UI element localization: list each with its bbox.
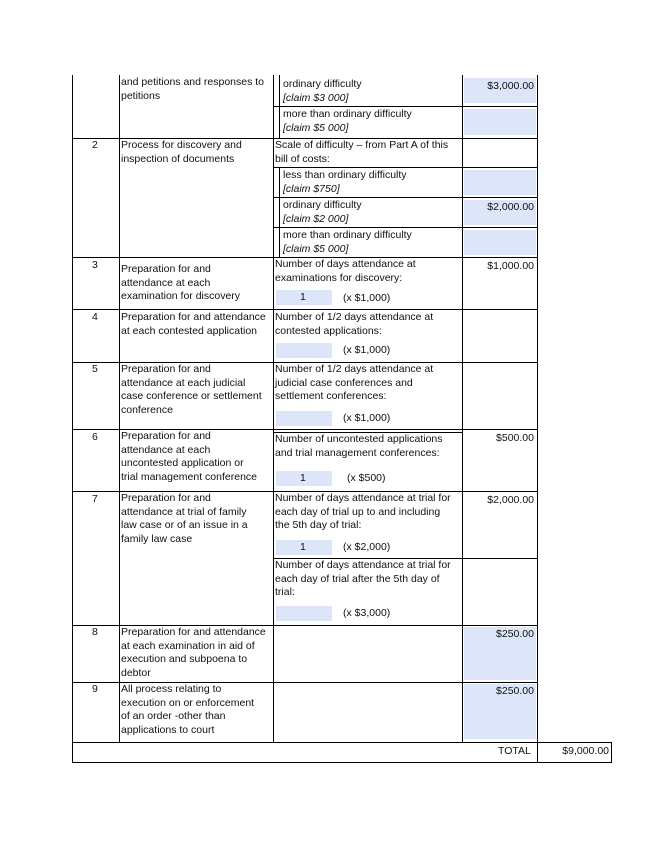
row-description: All process relating to execution on or enforcement of an order -other than applications to court	[121, 683, 255, 736]
quantity-field[interactable]	[276, 343, 332, 358]
row-description: and petitions and responses to petitions	[121, 76, 265, 102]
measure-text: Number of days attendance at examinations for discovery:	[275, 258, 416, 284]
option-claim: [claim $5 000]	[283, 122, 349, 134]
row-description: Preparation for and attendance at each judicial case conference or settlement conference	[121, 363, 262, 416]
row-description: Preparation for and attendance at each uncontested application or trial management conference	[121, 430, 257, 483]
scale-text: Scale of difficulty – from Part A of this bill of costs:	[275, 139, 449, 165]
row-line	[72, 309, 538, 310]
measure-text: Number of days attendance at trial for each day of trial after the 5th day of trial:	[275, 559, 451, 598]
col-divider-measure	[462, 75, 463, 742]
amount-field[interactable]	[464, 230, 536, 255]
measure-text: Number of 1/2 days attendance at contested applications:	[275, 311, 434, 337]
row-number: 5	[92, 363, 98, 375]
amount-field[interactable]	[464, 170, 536, 195]
col-divider-desc	[273, 75, 274, 742]
row-description: Preparation for and attendance at each examination in aid of execution and subpoena to debtor	[121, 626, 266, 679]
sub-line	[273, 167, 538, 168]
row-number: 4	[92, 311, 98, 323]
amount-value: $3,000.00	[487, 80, 534, 92]
rate-text: (x $3,000)	[343, 607, 391, 619]
col-divider-amount	[537, 75, 538, 763]
rate-text: (x $1,000)	[343, 412, 391, 424]
measure-text: Number of uncontested applications and trial management conferences:	[275, 433, 443, 459]
row-line	[72, 742, 612, 743]
total-value: $9,000.00	[562, 745, 609, 757]
rate-text: (x $1,000)	[343, 344, 391, 356]
amount-field[interactable]	[464, 200, 536, 225]
row-description: Preparation for and attendance at each contested application	[121, 311, 266, 337]
quantity-field[interactable]	[276, 606, 332, 621]
row-number: 3	[92, 259, 98, 271]
amount-value: $500.00	[496, 432, 534, 444]
row-number: 9	[92, 683, 98, 695]
option-indent-line	[279, 167, 280, 257]
amount-field[interactable]	[464, 109, 536, 135]
col-divider-num	[119, 75, 120, 742]
quantity-value: 1	[300, 291, 306, 303]
quantity-field[interactable]	[276, 471, 332, 486]
amount-field[interactable]	[464, 627, 536, 680]
option-label: less than ordinary difficulty	[283, 169, 407, 181]
rate-text: (x $2,000)	[343, 541, 391, 553]
amount-value: $2,000.00	[487, 494, 534, 506]
quantity-value: 1	[300, 472, 306, 484]
measure-text: Number of days attendance at trial for each day of trial up to and including the 5th day of trial:	[275, 492, 451, 531]
sub-line	[273, 227, 538, 228]
quantity-field[interactable]	[276, 290, 332, 305]
row-line-bottom	[72, 762, 612, 763]
total-label: TOTAL	[498, 745, 531, 757]
amount-field[interactable]	[464, 684, 536, 739]
row-description: Preparation for and attendance at each examination for discovery	[121, 263, 241, 302]
amount-value: $1,000.00	[487, 260, 534, 272]
quantity-value: 1	[300, 541, 306, 553]
option-claim: [claim $3 000]	[283, 92, 349, 104]
option-claim: [claim $5 000]	[283, 243, 349, 255]
option-label: ordinary difficulty	[283, 78, 362, 90]
sub-line	[273, 106, 538, 107]
amount-value: $250.00	[496, 685, 534, 697]
amount-value: $2,000.00	[487, 201, 534, 213]
amount-field[interactable]	[464, 78, 536, 103]
option-label: more than ordinary difficulty	[283, 229, 412, 241]
rate-text: (x $1,000)	[343, 292, 391, 304]
option-label: ordinary difficulty	[283, 199, 362, 211]
measure-text: Number of 1/2 days attendance at judicial case conferences and settlement conferences:	[275, 363, 434, 402]
option-claim: [claim $2 000]	[283, 213, 349, 225]
row-description: Process for discovery and inspection of documents	[121, 139, 242, 165]
border-left	[72, 75, 73, 763]
row-number: 2	[92, 139, 98, 151]
border-right-total	[611, 742, 612, 763]
row-number: 8	[92, 626, 98, 638]
option-label: more than ordinary difficulty	[283, 108, 412, 120]
option-claim: [claim $750]	[283, 183, 340, 195]
row-number: 7	[92, 493, 98, 505]
amount-value: $250.00	[496, 628, 534, 640]
quantity-field[interactable]	[276, 411, 332, 426]
row-number: 6	[92, 431, 98, 443]
quantity-field[interactable]	[276, 540, 332, 555]
row-description: Preparation for and attendance at trial of family law case or of an issue in a family law case	[121, 492, 248, 545]
option-indent-line	[279, 75, 280, 138]
sub-line	[273, 197, 538, 198]
rate-text: (x $500)	[347, 472, 386, 484]
